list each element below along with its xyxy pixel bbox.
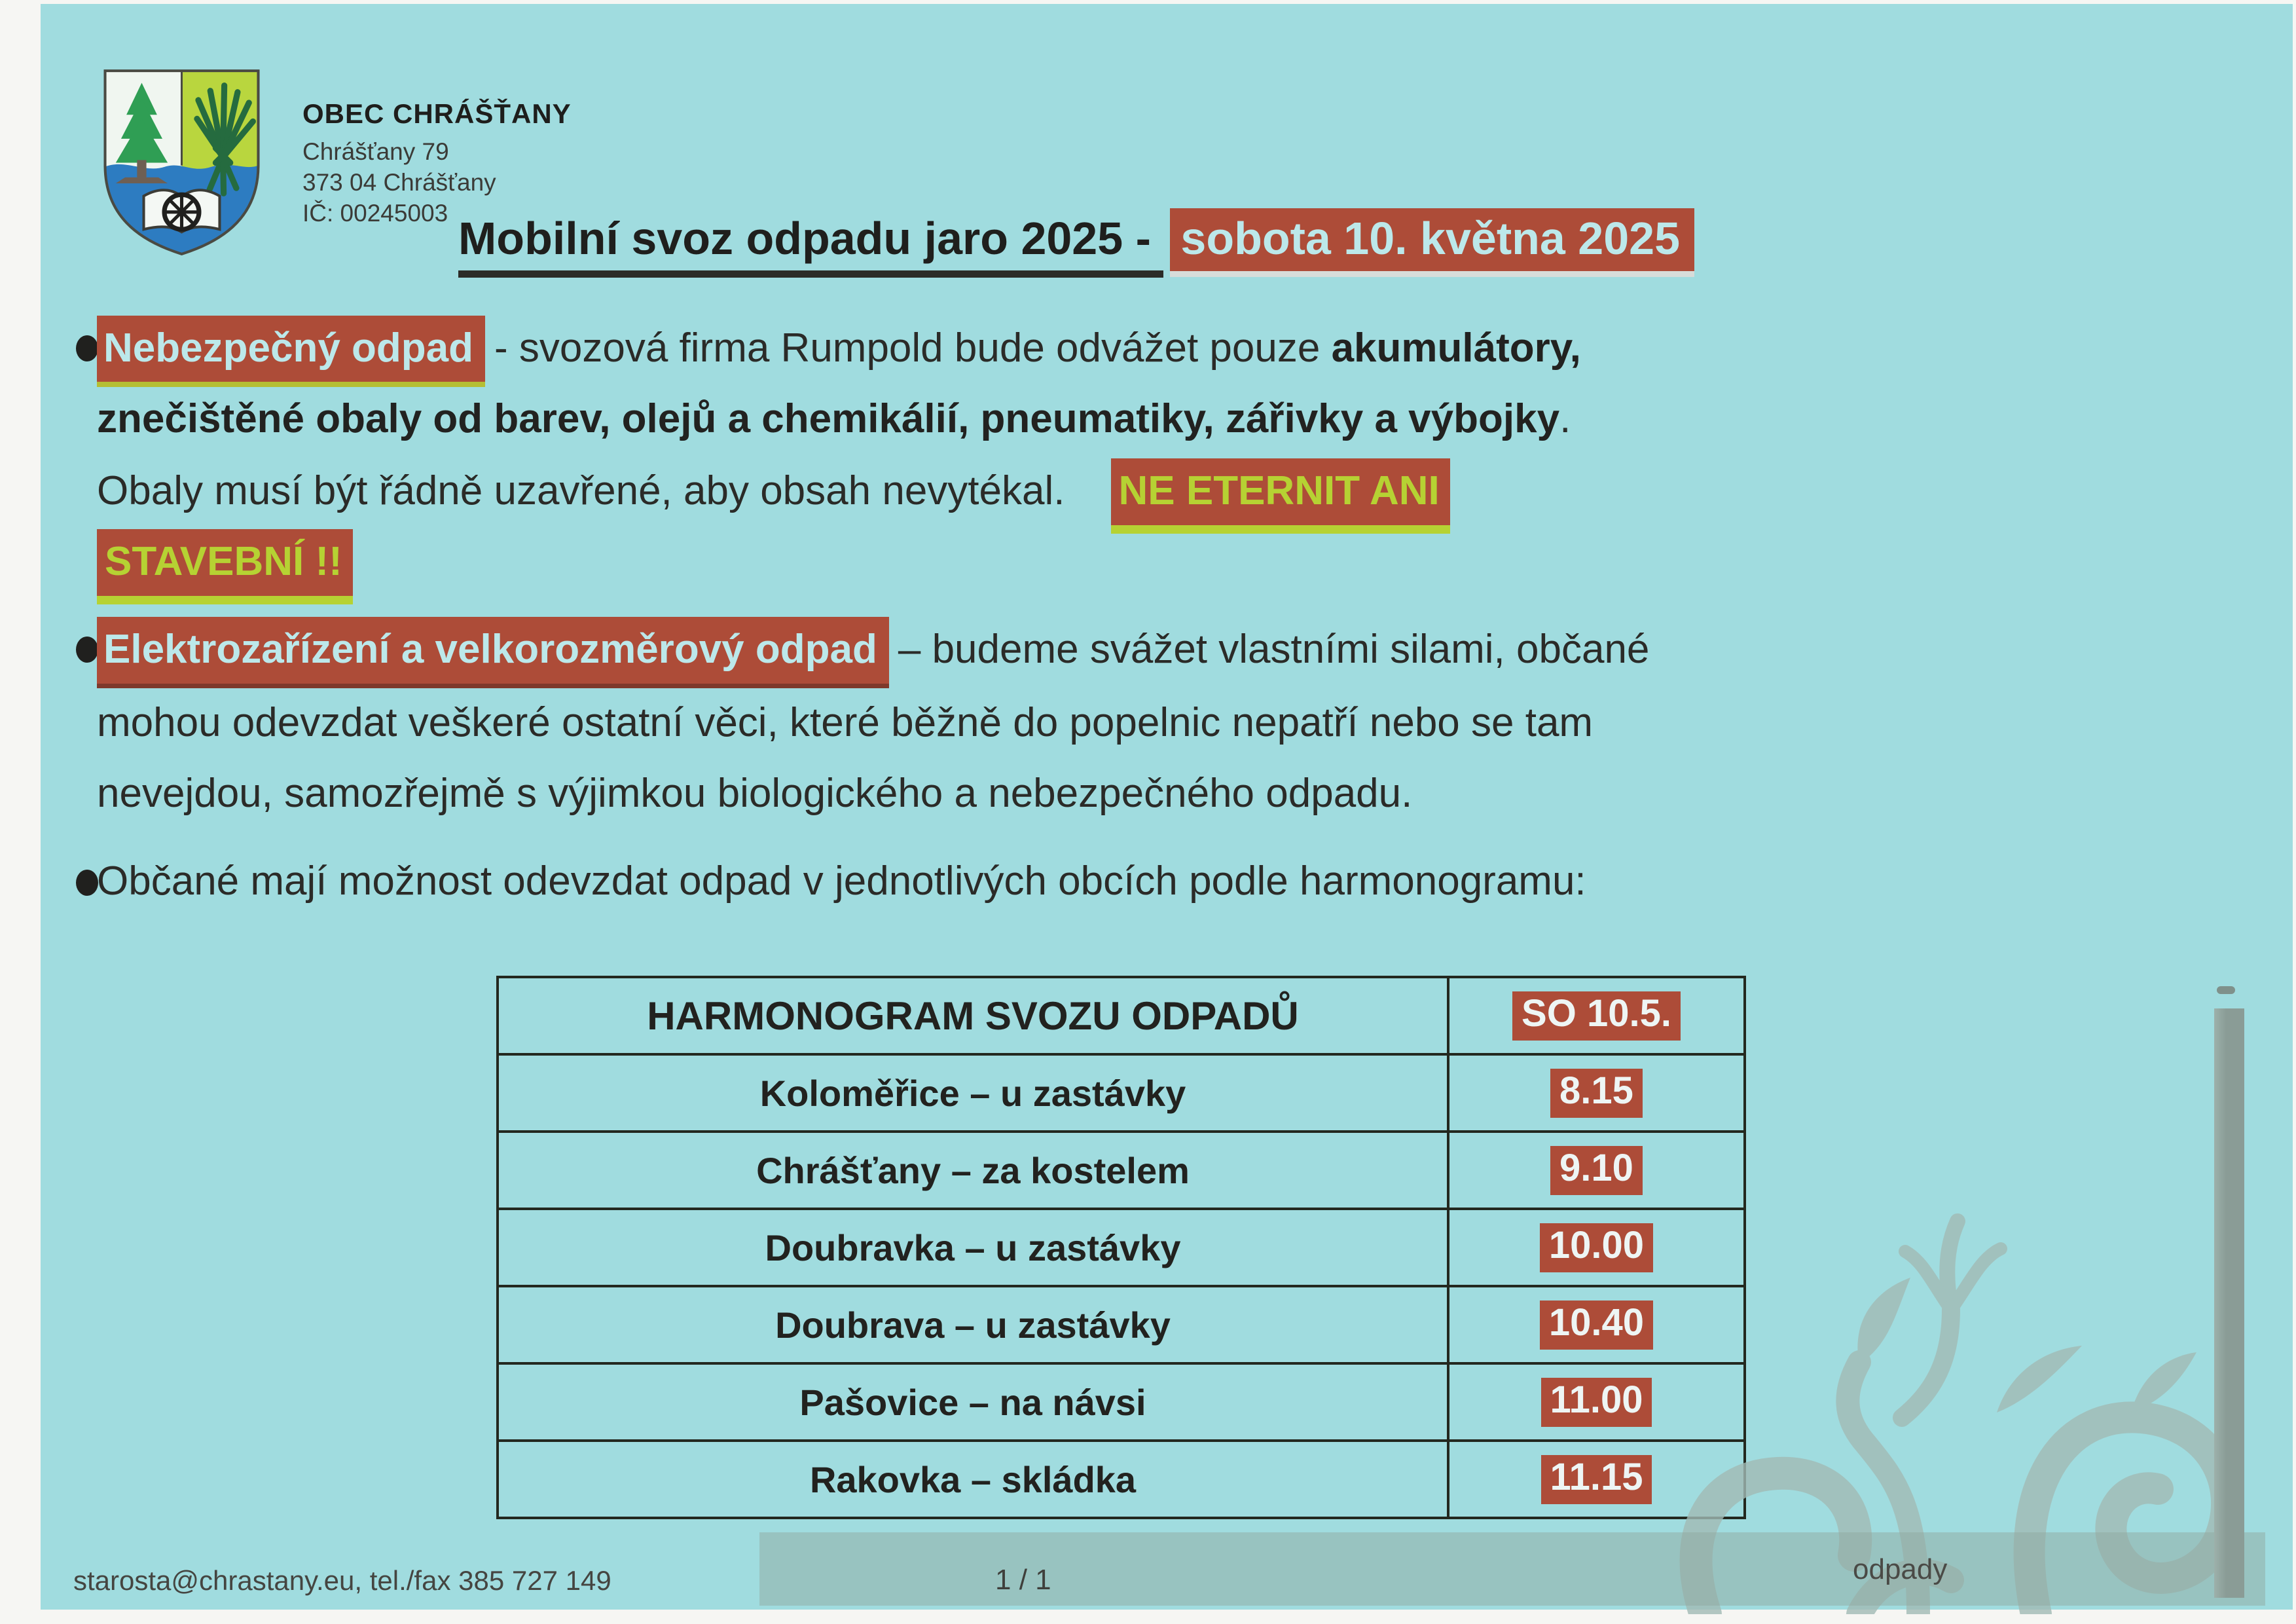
table-row — [498, 1132, 1745, 1209]
time-chip: 10.40 — [1540, 1301, 1653, 1350]
time-chip: 9.10 — [1550, 1146, 1643, 1195]
table-row — [498, 1363, 1745, 1441]
right-edge-bar — [2214, 1008, 2244, 1598]
schedule-location-cell: Pašovice – na návsi — [498, 1363, 1448, 1441]
harmonogram-table — [496, 976, 1746, 1519]
time-chip: 11.15 — [1541, 1455, 1652, 1504]
org-address-line1: Chrášťany 79 — [302, 138, 449, 165]
schedule-location-cell: Rakovka – skládka — [498, 1441, 1448, 1518]
coat-of-arms-icon — [98, 65, 265, 259]
flourish-leaves — [1857, 1278, 2196, 1412]
bullet1-line3 — [97, 458, 1450, 534]
bullet1-line2-bold: znečištěné obaly od barev, olejů a chemikálií, pneumatiky, zářivky a výbojky — [97, 396, 1560, 441]
bullet-dot — [76, 870, 98, 896]
footer-page-number: 1 / 1 — [995, 1564, 1051, 1596]
bullet1-line1 — [97, 316, 1581, 387]
schedule-location-cell: Doubrava – u zastávky — [498, 1286, 1448, 1363]
schedule-time-cell — [1448, 1054, 1745, 1132]
bullet-dot — [76, 335, 98, 361]
time-chip: 10.00 — [1540, 1223, 1653, 1272]
bullet1-text: - svozová firma Rumpold bude odvážet pouze — [494, 325, 1332, 371]
footer-contact: starosta@chrastany.eu, tel./fax 385 727 149 — [73, 1565, 611, 1596]
table-row — [498, 1441, 1745, 1518]
bullet3-line1: Občané mají možnost odevzdat odpad v jednotlivých obcích podle harmonogramu: — [97, 858, 1586, 904]
bullet1-line3-text: Obaly musí být řádně uzavřené, aby obsah nevytékal. — [97, 468, 1065, 513]
table-row — [498, 1286, 1745, 1363]
hazardous-waste-highlight: Nebezpečný odpad — [97, 316, 485, 387]
schedule-title-cell: HARMONOGRAM SVOZU ODPADŮ — [498, 977, 1448, 1054]
footer-category: odpady — [1853, 1553, 1948, 1585]
table-row — [498, 1209, 1745, 1286]
bullet1-bold: akumulátory, — [1331, 325, 1581, 371]
schedule-location-cell: Koloměřice – u zastávky — [498, 1054, 1448, 1132]
bullet-dot — [76, 637, 98, 663]
time-chip: 11.00 — [1541, 1378, 1652, 1427]
org-ic: IČ: 00245003 — [302, 200, 448, 227]
title-date-highlight: sobota 10. května 2025 — [1170, 208, 1694, 277]
bullet2-line1 — [97, 617, 1649, 688]
bullet1-line2 — [97, 388, 1571, 451]
page-title — [458, 208, 1694, 277]
bullet2-line2: mohou odevzdat veškeré ostatní věci, které běžně do popelnic nepatří nebo se tam — [97, 700, 1594, 745]
bullet1-line4 — [97, 529, 353, 604]
table-row — [498, 1054, 1745, 1132]
org-address-line2: 373 04 Chrášťany — [302, 169, 496, 196]
footer-band — [759, 1532, 2265, 1606]
table-header-row — [498, 977, 1745, 1054]
title-plain-text: Mobilní svoz odpadu jaro 2025 - — [458, 213, 1163, 278]
bullet1-line2-end: . — [1559, 396, 1571, 441]
org-name: OBEC CHRÁŠŤANY — [302, 98, 572, 129]
date-chip: SO 10.5. — [1512, 991, 1681, 1041]
schedule-location-cell: Doubravka – u zastávky — [498, 1209, 1448, 1286]
schedule-location-cell: Chrášťany – za kostelem — [498, 1132, 1448, 1209]
schedule-date-cell — [1448, 977, 1745, 1054]
open-book — [144, 190, 220, 232]
no-construction-warning: STAVEBNÍ !! — [97, 529, 353, 604]
time-chip: 8.15 — [1550, 1069, 1643, 1118]
bullet2-text: – budeme svážet vlastními silami, občané — [898, 627, 1650, 672]
electro-waste-highlight: Elektrozařízení a velkorozměrový odpad — [97, 617, 889, 688]
bullet2-line3: nevejdou, samozřejmě s výjimkou biologického a nebezpečného odpadu. — [97, 771, 1413, 816]
no-eternit-warning: NE ETERNIT ANI — [1111, 458, 1450, 534]
right-edge-notch — [2217, 986, 2235, 994]
